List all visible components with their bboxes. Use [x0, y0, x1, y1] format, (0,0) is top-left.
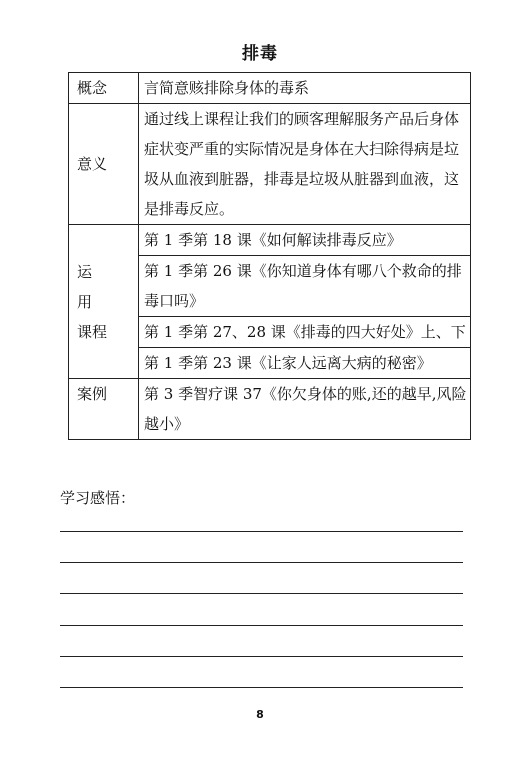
- course-item-3: 第 1 季第 27、28 课《排毒的四大好处》上、下: [139, 317, 471, 348]
- page-number: 8: [256, 708, 264, 721]
- case-row: [69, 379, 471, 440]
- course-item-4: 第 1 季第 23 课《让家人远离大病的秘密》: [139, 348, 471, 379]
- course-row: [69, 225, 471, 256]
- application-label: [69, 225, 139, 379]
- meaning-label: 意义: [69, 104, 139, 225]
- reflection-label: 学习感悟：: [60, 489, 136, 507]
- meaning-text: 通过线上课程让我们的顾客理解服务产品后身体症状变严重的实际情况是身体在大扫除得病是垃圾从血液到脏器，排毒是垃圾从脏器到血液，这是排毒反应。: [139, 104, 471, 225]
- writing-line: [60, 593, 463, 594]
- writing-line: [60, 531, 463, 532]
- concept-text: 言简意赅排除身体的毒系: [139, 73, 471, 104]
- application-label-line1: 运 用: [77, 262, 108, 311]
- course-item-2: 第 1 季第 26 课《你知道身体有哪八个救命的排毒口吗》: [139, 256, 471, 317]
- writing-line: [60, 625, 463, 626]
- course-item-1: 第 1 季第 18 课《如何解读排毒反应》: [139, 225, 471, 256]
- case-label: 案例: [69, 379, 139, 440]
- writing-line: [60, 656, 463, 657]
- writing-line: [60, 562, 463, 563]
- topic-table: [68, 72, 471, 440]
- writing-line: [60, 687, 463, 688]
- document-title: 排毒: [242, 44, 278, 64]
- case-text: 第 3 季智疗课 37《你欠身体的账,还的越早,风险越小》: [139, 379, 471, 440]
- meaning-row: [69, 104, 471, 225]
- concept-label: 概念: [69, 73, 139, 104]
- concept-row: [69, 73, 471, 104]
- application-label-line2: 课程: [77, 322, 108, 341]
